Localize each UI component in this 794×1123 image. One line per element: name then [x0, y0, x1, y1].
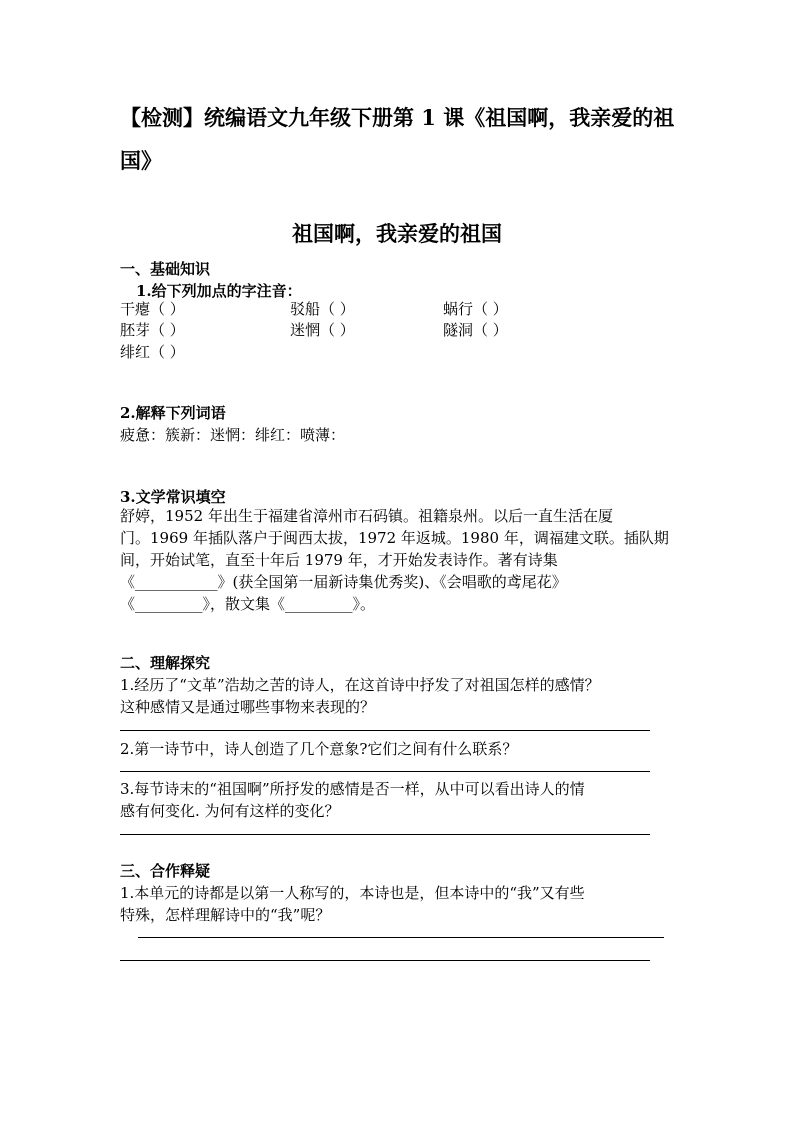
pinyin-item: 蜗行（ ） — [443, 300, 508, 318]
pinyin-item: 胚芽（ ） — [120, 321, 185, 339]
question-text — [120, 778, 680, 822]
question-text — [120, 738, 680, 760]
paragraph-line: 门。1969 年插队落户于闽西太拔，1972 年返城。1980 年，调福建文联。插队期 — [120, 529, 669, 547]
pinyin-item: 干瘪（ ） — [120, 300, 185, 318]
section-heading-basic-knowledge: 一、基础知识 — [120, 260, 211, 278]
literature-paragraph — [120, 505, 680, 615]
vocabulary-list: 疲惫：簇新：迷惘：绯红：喷薄： — [120, 426, 346, 444]
paragraph-line: 间，开始试笔，直至十年后 1979 年，才开始发表诗作。著有诗集 — [120, 551, 558, 569]
poem-title: 祖国啊，我亲爱的祖国 — [292, 221, 502, 246]
question-line: 2.第一诗节中，诗人创造了几个意象?它们之间有什么联系？ — [120, 740, 518, 758]
paragraph-line: 《_________》，散文集《_________》。 — [120, 595, 376, 613]
question-line: 特殊，怎样理解诗中的“我”呢？ — [120, 906, 331, 924]
answer-line — [120, 834, 650, 835]
pinyin-item: 隧洞（ ） — [443, 321, 508, 339]
paragraph-line: 舒婷，1952 年出生于福建省漳州市石码镇。祖籍泉州。以后一直生活在厦 — [120, 507, 613, 525]
section-heading-cooperative: 三、合作释疑 — [120, 862, 211, 880]
pinyin-item: 绯红（ ） — [120, 343, 185, 361]
question-line: 感有何变化. 为何有这样的变化？ — [120, 802, 340, 820]
section-heading-understanding: 二、理解探究 — [120, 654, 211, 672]
question-text — [120, 674, 680, 718]
answer-line — [120, 730, 650, 731]
question-3-label: 3.文学常识填空 — [120, 488, 226, 506]
question-1-label: 1.给下列加点的字注音： — [136, 282, 302, 300]
pinyin-item: 驳船（ ） — [290, 300, 355, 318]
answer-line — [138, 937, 664, 938]
document-title: 【检测】统编语文九年级下册第 1 课《祖国啊，我亲爱的祖国》 — [120, 105, 675, 173]
question-text — [120, 882, 680, 926]
question-2-label: 2.解释下列词语 — [120, 404, 226, 422]
paragraph-line: 《___________》(获全国第一届新诗集优秀奖)、《会唱歌的鸢尾花》 — [120, 573, 567, 591]
answer-line — [120, 771, 650, 772]
question-line: 3.每节诗末的“祖国啊”所抒发的感情是否一样，从中可以看出诗人的情 — [120, 780, 585, 798]
question-line: 1.本单元的诗都是以第一人称写的，本诗也是，但本诗中的“我”又有些 — [120, 884, 585, 902]
question-line: 这种感情又是通过哪些事物来表现的？ — [120, 698, 376, 716]
pinyin-item: 迷惘（ ） — [290, 321, 355, 339]
question-line: 1.经历了“文革”浩劫之苦的诗人，在这首诗中抒发了对祖国怎样的感情？ — [120, 676, 600, 694]
answer-line — [120, 960, 650, 961]
